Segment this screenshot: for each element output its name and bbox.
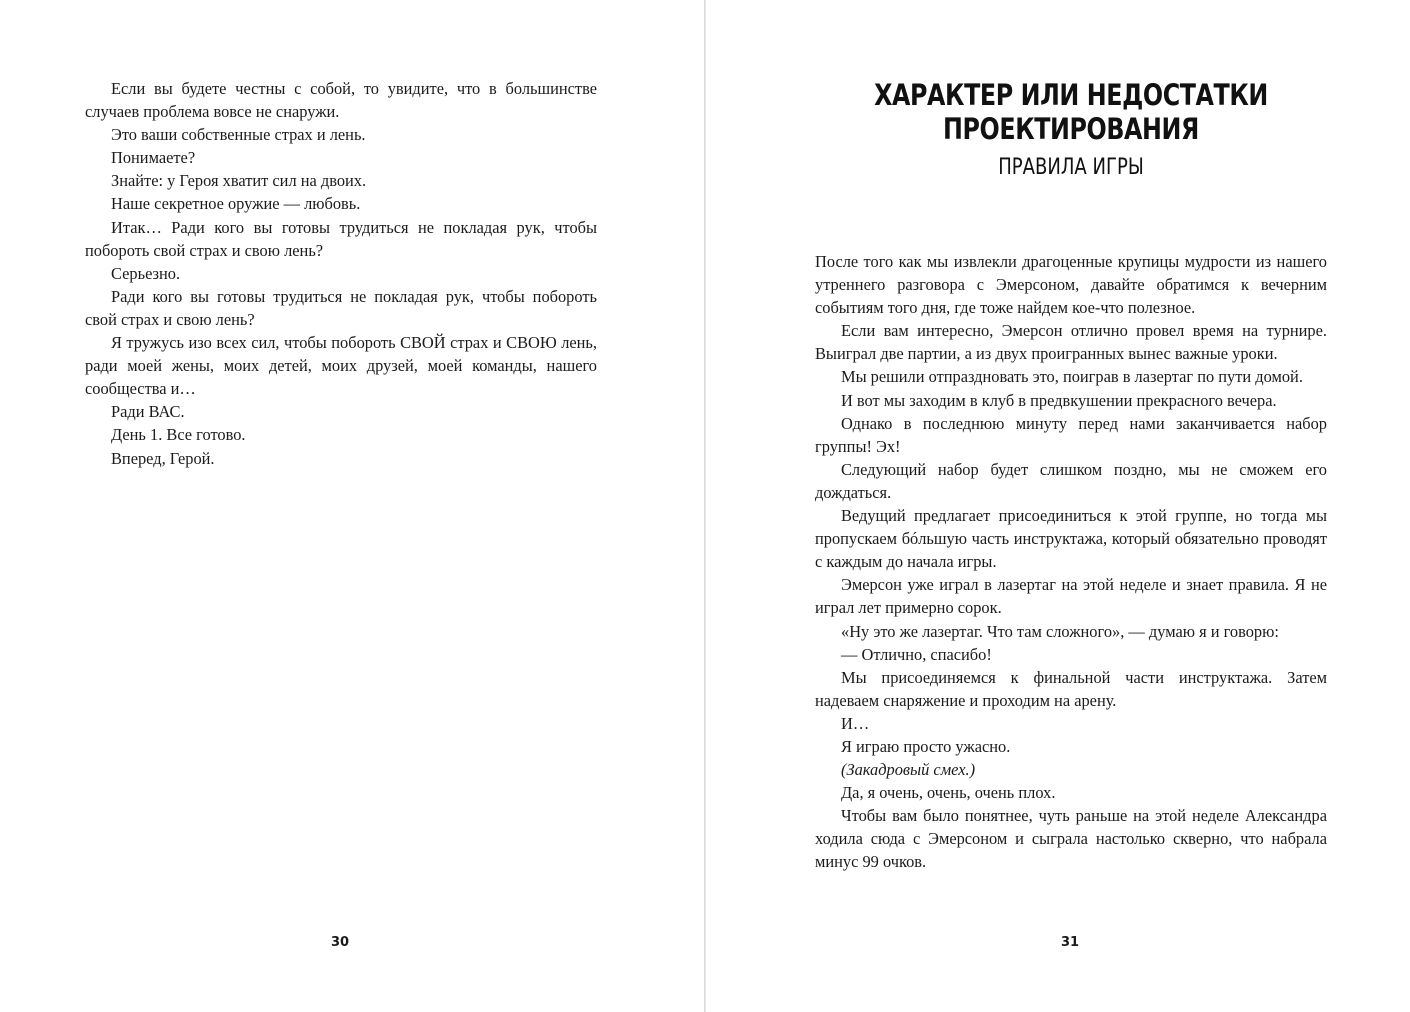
paragraph: «Ну это же лазертаг. Что там сложного», — думаю я и говорю: [841,621,1279,641]
paragraph: Если вы будете честны с собой, то увидите, что в большинстве случаев проблема вовсе не снаружи. [85,79,597,122]
paragraph: — Отлично, спасибо! [841,644,992,664]
paragraph: И… [841,713,870,733]
paragraph: Мы решили отпраздновать это, поиграв в лазертаг по пути домой. [841,367,1303,387]
chapter-title [861,78,1281,146]
paragraph-italic [815,758,1327,781]
paragraph: День 1. Все готово. [111,425,246,445]
paragraph: Итак… Ради кого вы готовы трудиться не покладая рук, чтобы побороть свой страх и свою лень? [85,217,597,260]
paragraph: И вот мы заходим в клуб в предвкушении прекрасного вечера. [841,390,1277,410]
paragraph: Серьезно. [111,263,181,283]
paragraph: Я играю просто ужасно. [841,736,1011,756]
paragraph: Ради ВАС. [111,402,185,422]
paragraph: После того как мы извлекли драгоценные крупицы мудрости из нашего утреннего разговора с Эмерсоном, давайте обратимся к вечерним событиям того дня, где тоже найдем кое-что полезное. [815,252,1327,318]
paragraph: Вперед, Герой. [111,448,215,468]
paragraph: Это ваши собственные страх и лень. [111,125,366,145]
left-page [0,0,704,1012]
paragraph: Знайте: у Героя хватит сил на двоих. [111,171,367,191]
paragraph: Наше секретное оружие — любовь. [111,194,361,214]
paragraph: Я тружусь изо всех сил, чтобы побороть СВОЙ страх и СВОЮ лень, ради моей жены, моих детей, моих друзей, моей команды, нашего сообщества и… [85,333,597,399]
paragraph: Мы присоединяемся к финальной части инструктажа. Затем надеваем снаряжение и проходим на арену. [815,667,1327,710]
paragraph: Чтобы вам было понятнее, чуть раньше на этой неделе Александра ходила сюда с Эмерсоном и сыграла настолько скверно, что набрала минус 99 очков. [815,806,1327,872]
chapter-subtitle: ПРАВИЛА ИГРЫ [998,155,1144,180]
paragraph: Ведущий предлагает присоединиться к этой группе, но тогда мы пропускаем бóльшую часть инструктажа, который обязательно проводят с каждым до начала игры. [815,506,1327,572]
right-page-body [815,250,1327,874]
paragraph: Однако в последнюю минуту перед нами заканчивается набор группы! Эх! [815,413,1327,456]
paragraph: Если вам интересно, Эмерсон отлично провел время на турнире. Выиграл две партии, а из двух проигранных вынес важные уроки. [815,321,1327,364]
page-number-left: 30 [330,935,350,950]
chapter-title-line: ХАРАКТЕР ИЛИ НЕДОСТАТКИ [874,78,1268,112]
chapter-title-line: ПРОЕКТИРОВАНИЯ [943,112,1199,146]
paragraph: Эмерсон уже играл в лазертаг на этой неделе и знает правила. Я не играл лет примерно сорок. [815,575,1327,618]
right-page [706,0,1410,1012]
paragraph: Понимаете? [111,148,196,168]
paragraph: Ради кого вы готовы трудиться не покладая рук, чтобы побороть свой страх и свою лень? [85,286,597,329]
paragraph: Да, я очень, очень, очень плох. [841,783,1056,803]
italic-aside: (Закадровый смех.) [841,760,976,780]
page-number-right: 31 [1060,935,1080,950]
left-page-body [85,77,597,470]
paragraph: Следующий набор будет слишком поздно, мы не сможем его дождаться. [815,459,1327,502]
